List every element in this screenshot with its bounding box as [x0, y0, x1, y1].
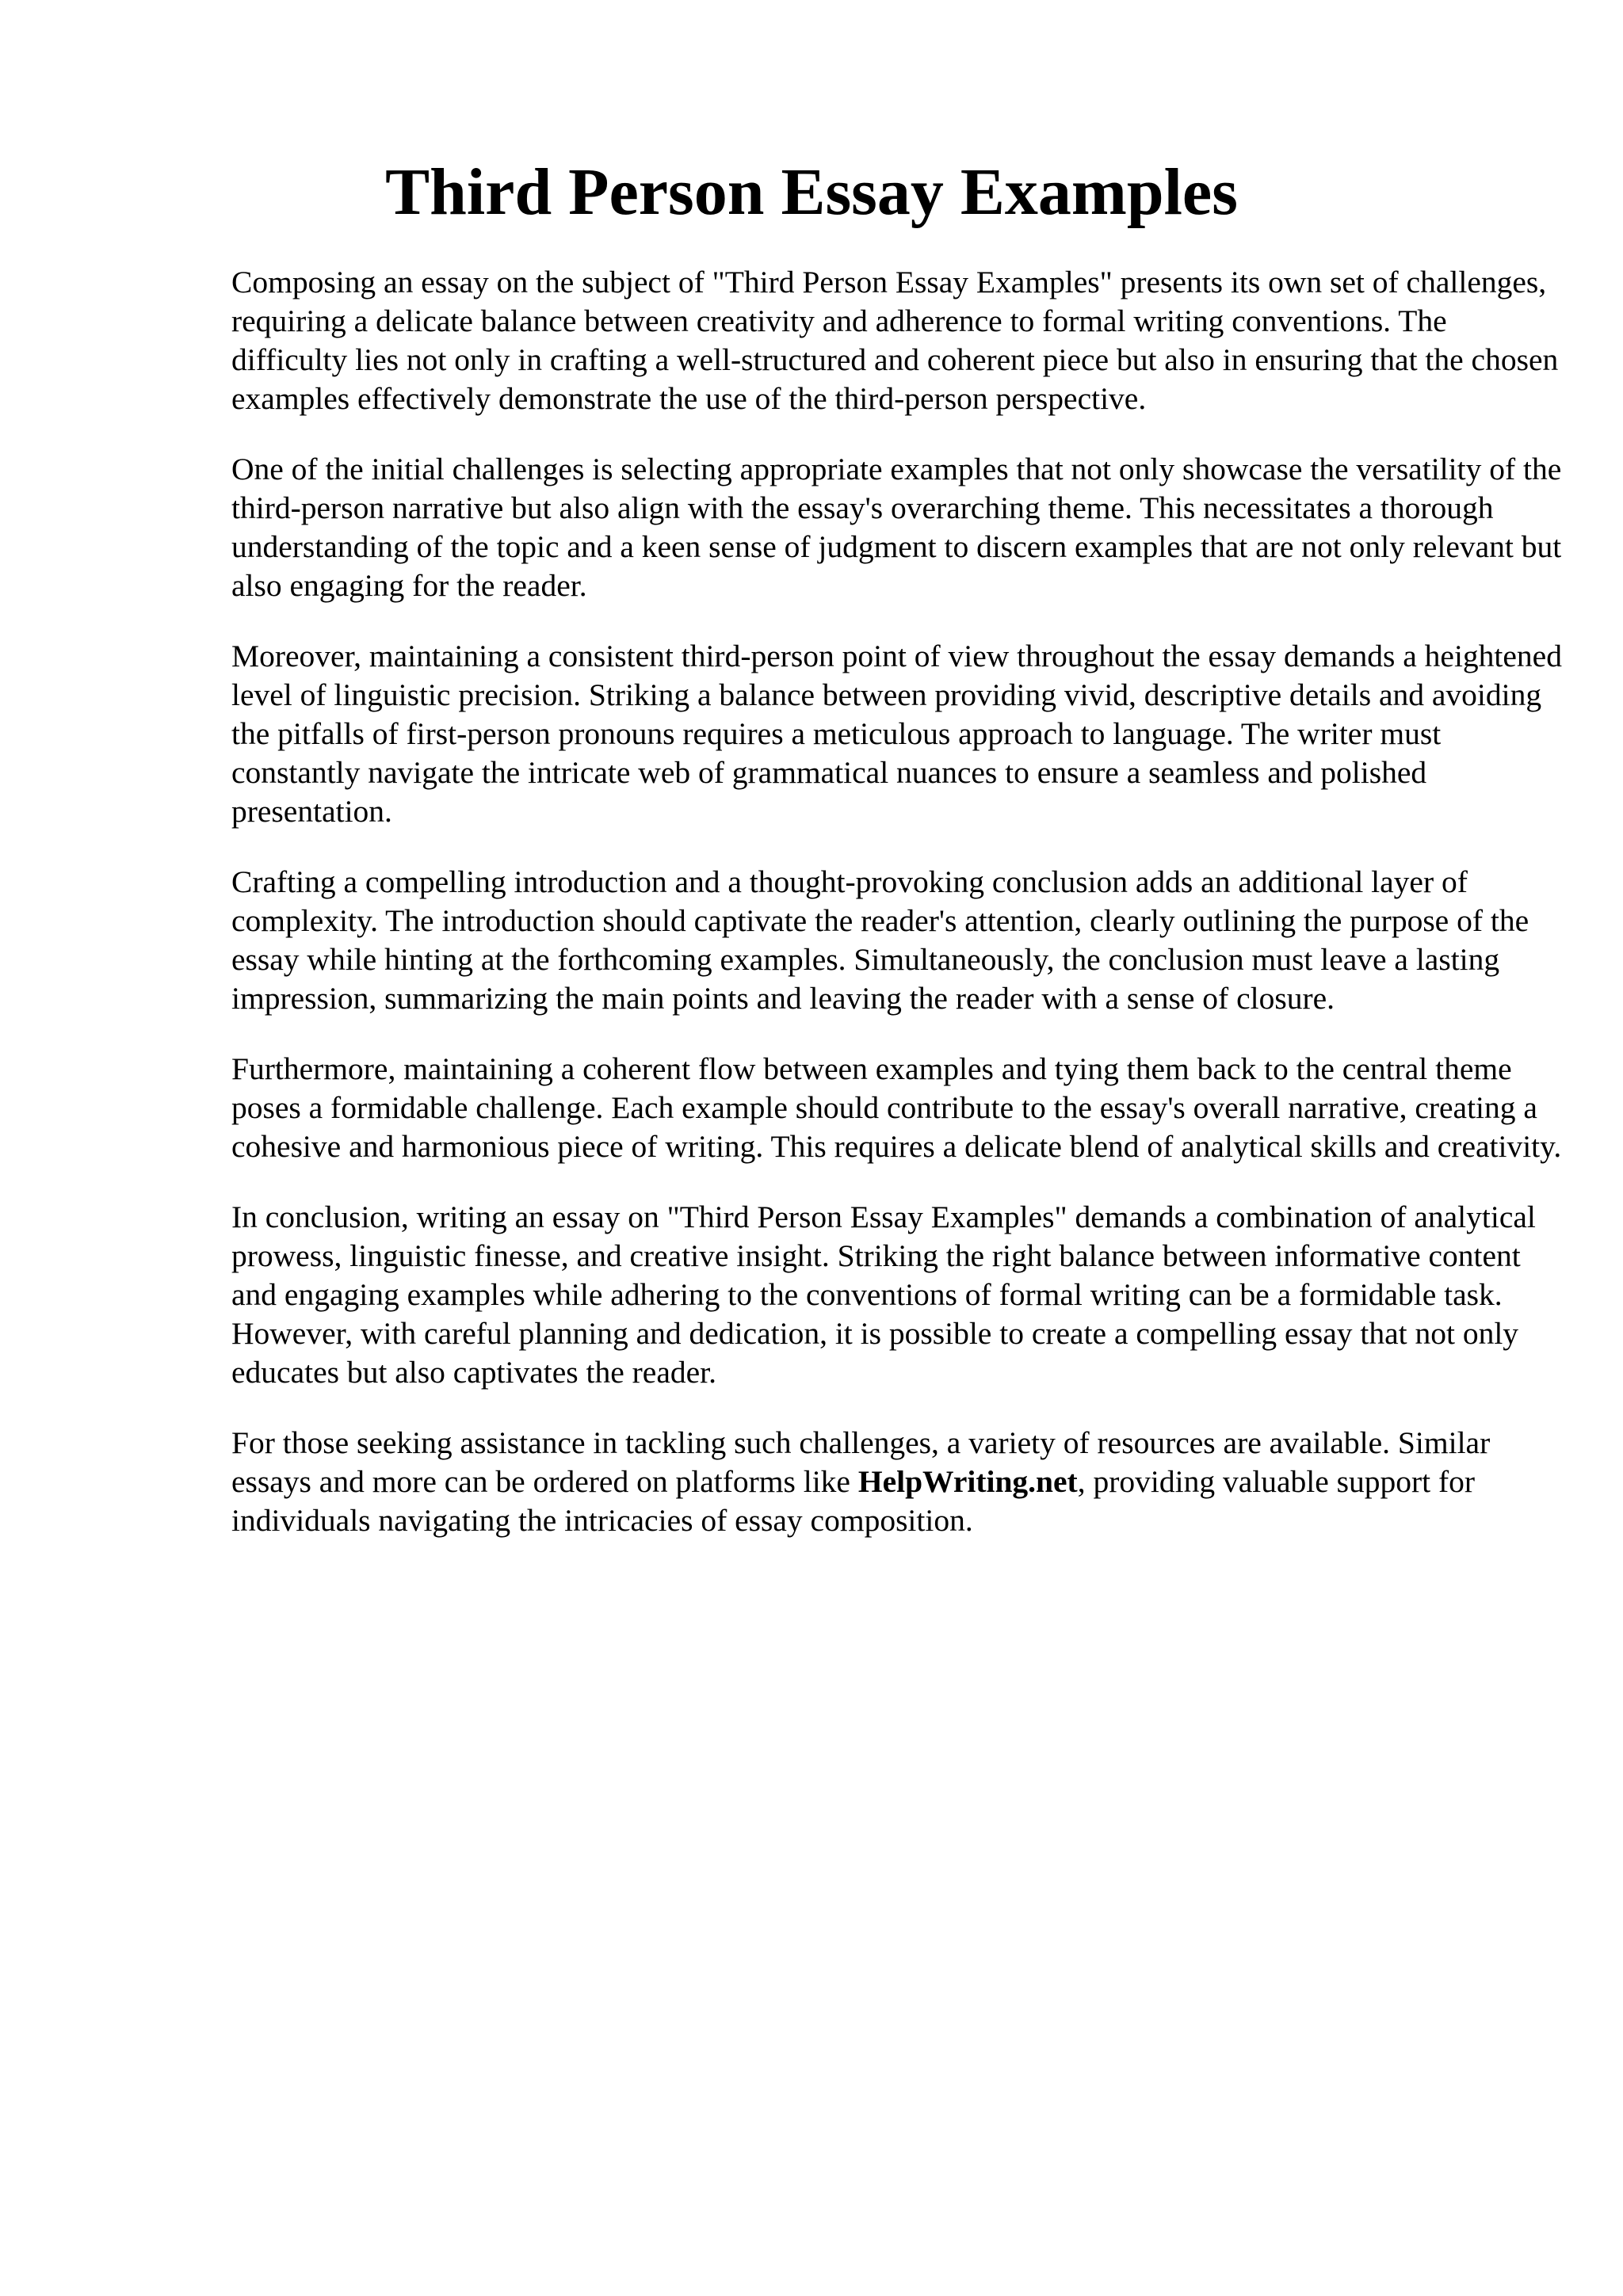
paragraph-6: In conclusion, writing an essay on "Third Person Essay Examples" demands a combination of analytical prowess, linguistic finesse, and creative insight. Striking the right balance between informative content and engaging examples while adhering to the conventions of formal writing can be a formidable task. However, with careful planning and dedication, it is possible to create a compelling essay that not only educates but also captivates the reader. [231, 1199, 1536, 1390]
paragraph-1: Composing an essay on the subject of "Third Person Essay Examples" presents its own set of challenges, requiring a delicate balance between creativity and adherence to formal writing conventions. The difficulty lies not only in crafting a well-structured and coherent piece but also in ensuring that the chosen examples effectively demonstrate the use of the third-person perspective. [231, 265, 1559, 416]
paragraph-4: Crafting a compelling introduction and a thought-provoking conclusion adds an additional layer of complexity. The introduction should captivate the reader's attention, clearly outlining the purpose of the essay while hinting at the forthcoming examples. Simultaneously, the conclusion must leave a lasting impression, summarizing the main points and leaving the reader with a sense of closure. [231, 864, 1529, 1016]
paragraph-7 [231, 1424, 1563, 1540]
helpwriting-brand-link[interactable]: HelpWriting.net [857, 1464, 1078, 1499]
paragraph-5: Furthermore, maintaining a coherent flow between examples and tying them back to the central theme poses a formidable challenge. Each example should contribute to the essay's overall narrative, creating a cohesive and harmonious piece of writing. This requires a delicate blend of analytical skills and creativity. [231, 1051, 1562, 1164]
document-body [231, 263, 1563, 1540]
paragraph-7-text-after: , providing valuable support for individuals navigating the intricacies of essay composition. [231, 1464, 1476, 1538]
paragraph-2: One of the initial challenges is selecting appropriate examples that not only showcase the versatility of the third-person narrative but also align with the essay's overarching theme. This necessitates a thorough understanding of the topic and a keen sense of judgment to discern examples that are not only relevant but also engaging for the reader. [231, 452, 1562, 603]
paragraph-3: Moreover, maintaining a consistent third-person point of view throughout the essay demands a heightened level of linguistic precision. Striking a balance between providing vivid, descriptive details and avoiding the pitfalls of first-person pronouns requires a meticulous approach to language. The writer must constantly navigate the intricate web of grammatical nuances to ensure a seamless and polished presentation. [231, 639, 1562, 829]
document-title: Third Person Essay Examples [385, 155, 1238, 229]
paragraph-7-text-before: For those seeking assistance in tackling such challenges, a variety of resources are available. Similar essays and more can be ordered on platforms like [231, 1425, 1491, 1499]
